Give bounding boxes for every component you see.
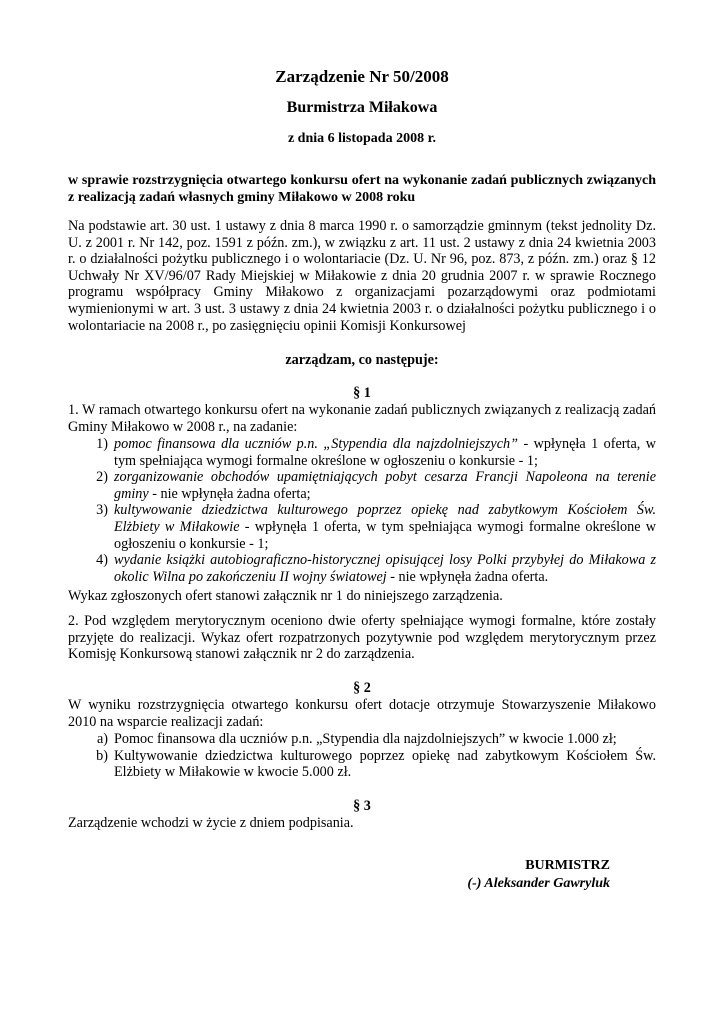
list-item-body (114, 502, 656, 552)
list-item-body (114, 436, 656, 469)
section-2-intro: W wyniku rozstrzygnięcia otwartego konkursu ofert dotacje otrzymuje Stowarzyszenie Miłakowo 2010 na wsparcie realizacji zadań: (68, 697, 656, 730)
list-item-body (114, 469, 656, 502)
list-item-body (114, 552, 656, 585)
section-2-list (68, 731, 656, 781)
signature-name: (-) Aleksander Gawryluk (467, 876, 610, 891)
grant-item: Pomoc finansowa dla uczniów p.n. „Stypendia dla najzdolniejszych” w kwocie 1.000 zł; (114, 731, 617, 747)
section-1-summary: Wykaz zgłoszonych ofert stanowi załącznik nr 1 do niniejszego zarządzenia. (68, 588, 503, 604)
list-item-number: 1) (96, 436, 108, 452)
list-item-letter: b) (96, 747, 108, 764)
signature-role: BURMISTRZ (525, 858, 610, 873)
task-result: - wpłynęła 1 oferta, w tym spełniająca wymogi formalne określone w ogłoszeniu o konkursie - 1; (114, 518, 656, 552)
section-3-heading: § 3 (353, 798, 371, 814)
section-1-paragraph-2: 2. Pod względem merytorycznym oceniono dwie oferty spełniające wymogi formalne, które zostały przyjęte do realizacji. Wykaz ofert rozpatrzonych pozytywnie pod względem merytorycznym przez Komisję Konkursową stanowi załącznik nr 2 do zarządzenia. (68, 613, 656, 663)
list-item (68, 469, 656, 502)
list-item (68, 502, 656, 552)
task-result: - nie wpłynęła żadna oferta. (386, 568, 549, 585)
task-name: pomoc finansowa dla uczniów p.n. „Stypendia dla najzdolniejszych” (114, 436, 518, 452)
document-subject: w sprawie rozstrzygnięcia otwartego konkursu ofert na wykonanie zadań publicznych związanych z realizacją zadań własnych gminy Miłakowo w 2008 roku (68, 173, 656, 205)
list-item-letter: a) (96, 731, 108, 747)
task-name: kultywowanie dziedzictwa kulturowego poprzez opiekę nad zabytkowym Kościołem Św. Elżbiety w Miłakowie (114, 502, 656, 535)
list-item-number: 2) (96, 469, 108, 486)
list-item (68, 436, 656, 469)
list-item-number: 3) (96, 502, 108, 519)
decree-line: zarządzam, co następuje: (285, 352, 439, 368)
section-1-list (68, 436, 656, 585)
list-item-number: 4) (96, 552, 108, 569)
document-issuer: Burmistrza Miłakowa (286, 99, 438, 116)
task-result: - nie wpłynęła żadna oferta; (148, 485, 311, 502)
section-1-heading: § 1 (353, 385, 371, 401)
list-item (68, 552, 656, 585)
task-name: wydanie książki autobiograficzno-historycznej opisującej losy Polki przybyłej do Miłakowa z okolic Wilna po zakończeniu II wojny światowej (114, 552, 656, 585)
section-1-intro: 1. W ramach otwartego konkursu ofert na wykonanie zadań publicznych związanych z realizacją zadań Gminy Miłakowo w 2008 r., na zadanie: (68, 402, 656, 435)
section-2-heading: § 2 (353, 680, 371, 696)
list-item (68, 731, 656, 748)
document-date: z dnia 6 listopada 2008 r. (287, 131, 437, 146)
legal-basis: Na podstawie art. 30 ust. 1 ustawy z dnia 8 marca 1990 r. o samorządzie gminnym (tekst jednolity Dz. U. z 2001 r. Nr 142, poz. 1591 z późn. zm.), w związku z art. 11 ust. 2 ustawy z dnia 24 kwietnia 2003 r. o działalności pożytku publicznego i o wolontariacie (Dz. U. Nr 96, poz. 873, z późn. zm.) oraz § 12 Uchwały Nr XV/96/07 Rady Miejskiej w Miłakowie z dnia 20 grudnia 2007 r. w sprawie Rocznego programu współpracy Gminy Miłakowo z organizacjami pozarządowymi oraz podmiotami wymienionymi w art. 3 ust. 3 ustawy z dnia 24 kwietnia 2003 r. o działalności pożytku publicznego i o wolontariacie na 2008 r., po zasięgnięciu opinii Komisji Konkursowej (68, 218, 656, 334)
list-item (68, 748, 656, 781)
grant-item: Kultywowanie dziedzictwa kulturowego poprzez opiekę nad zabytkowym Kościołem Św. Elżbiety w Miłakowie w kwocie 5.000 zł. (114, 747, 656, 781)
task-result: - wpłynęła 1 oferta, w tym spełniająca wymogi formalne określone w ogłoszeniu o konkursie - 1; (114, 436, 657, 469)
task-name: zorganizowanie obchodów upamiętniających pobyt cesarza Francji Napoleona na terenie gminy (114, 469, 656, 502)
document-title: Zarządzenie Nr 50/2008 (275, 67, 449, 86)
section-3-text: Zarządzenie wchodzi w życie z dniem podpisania. (68, 815, 354, 831)
